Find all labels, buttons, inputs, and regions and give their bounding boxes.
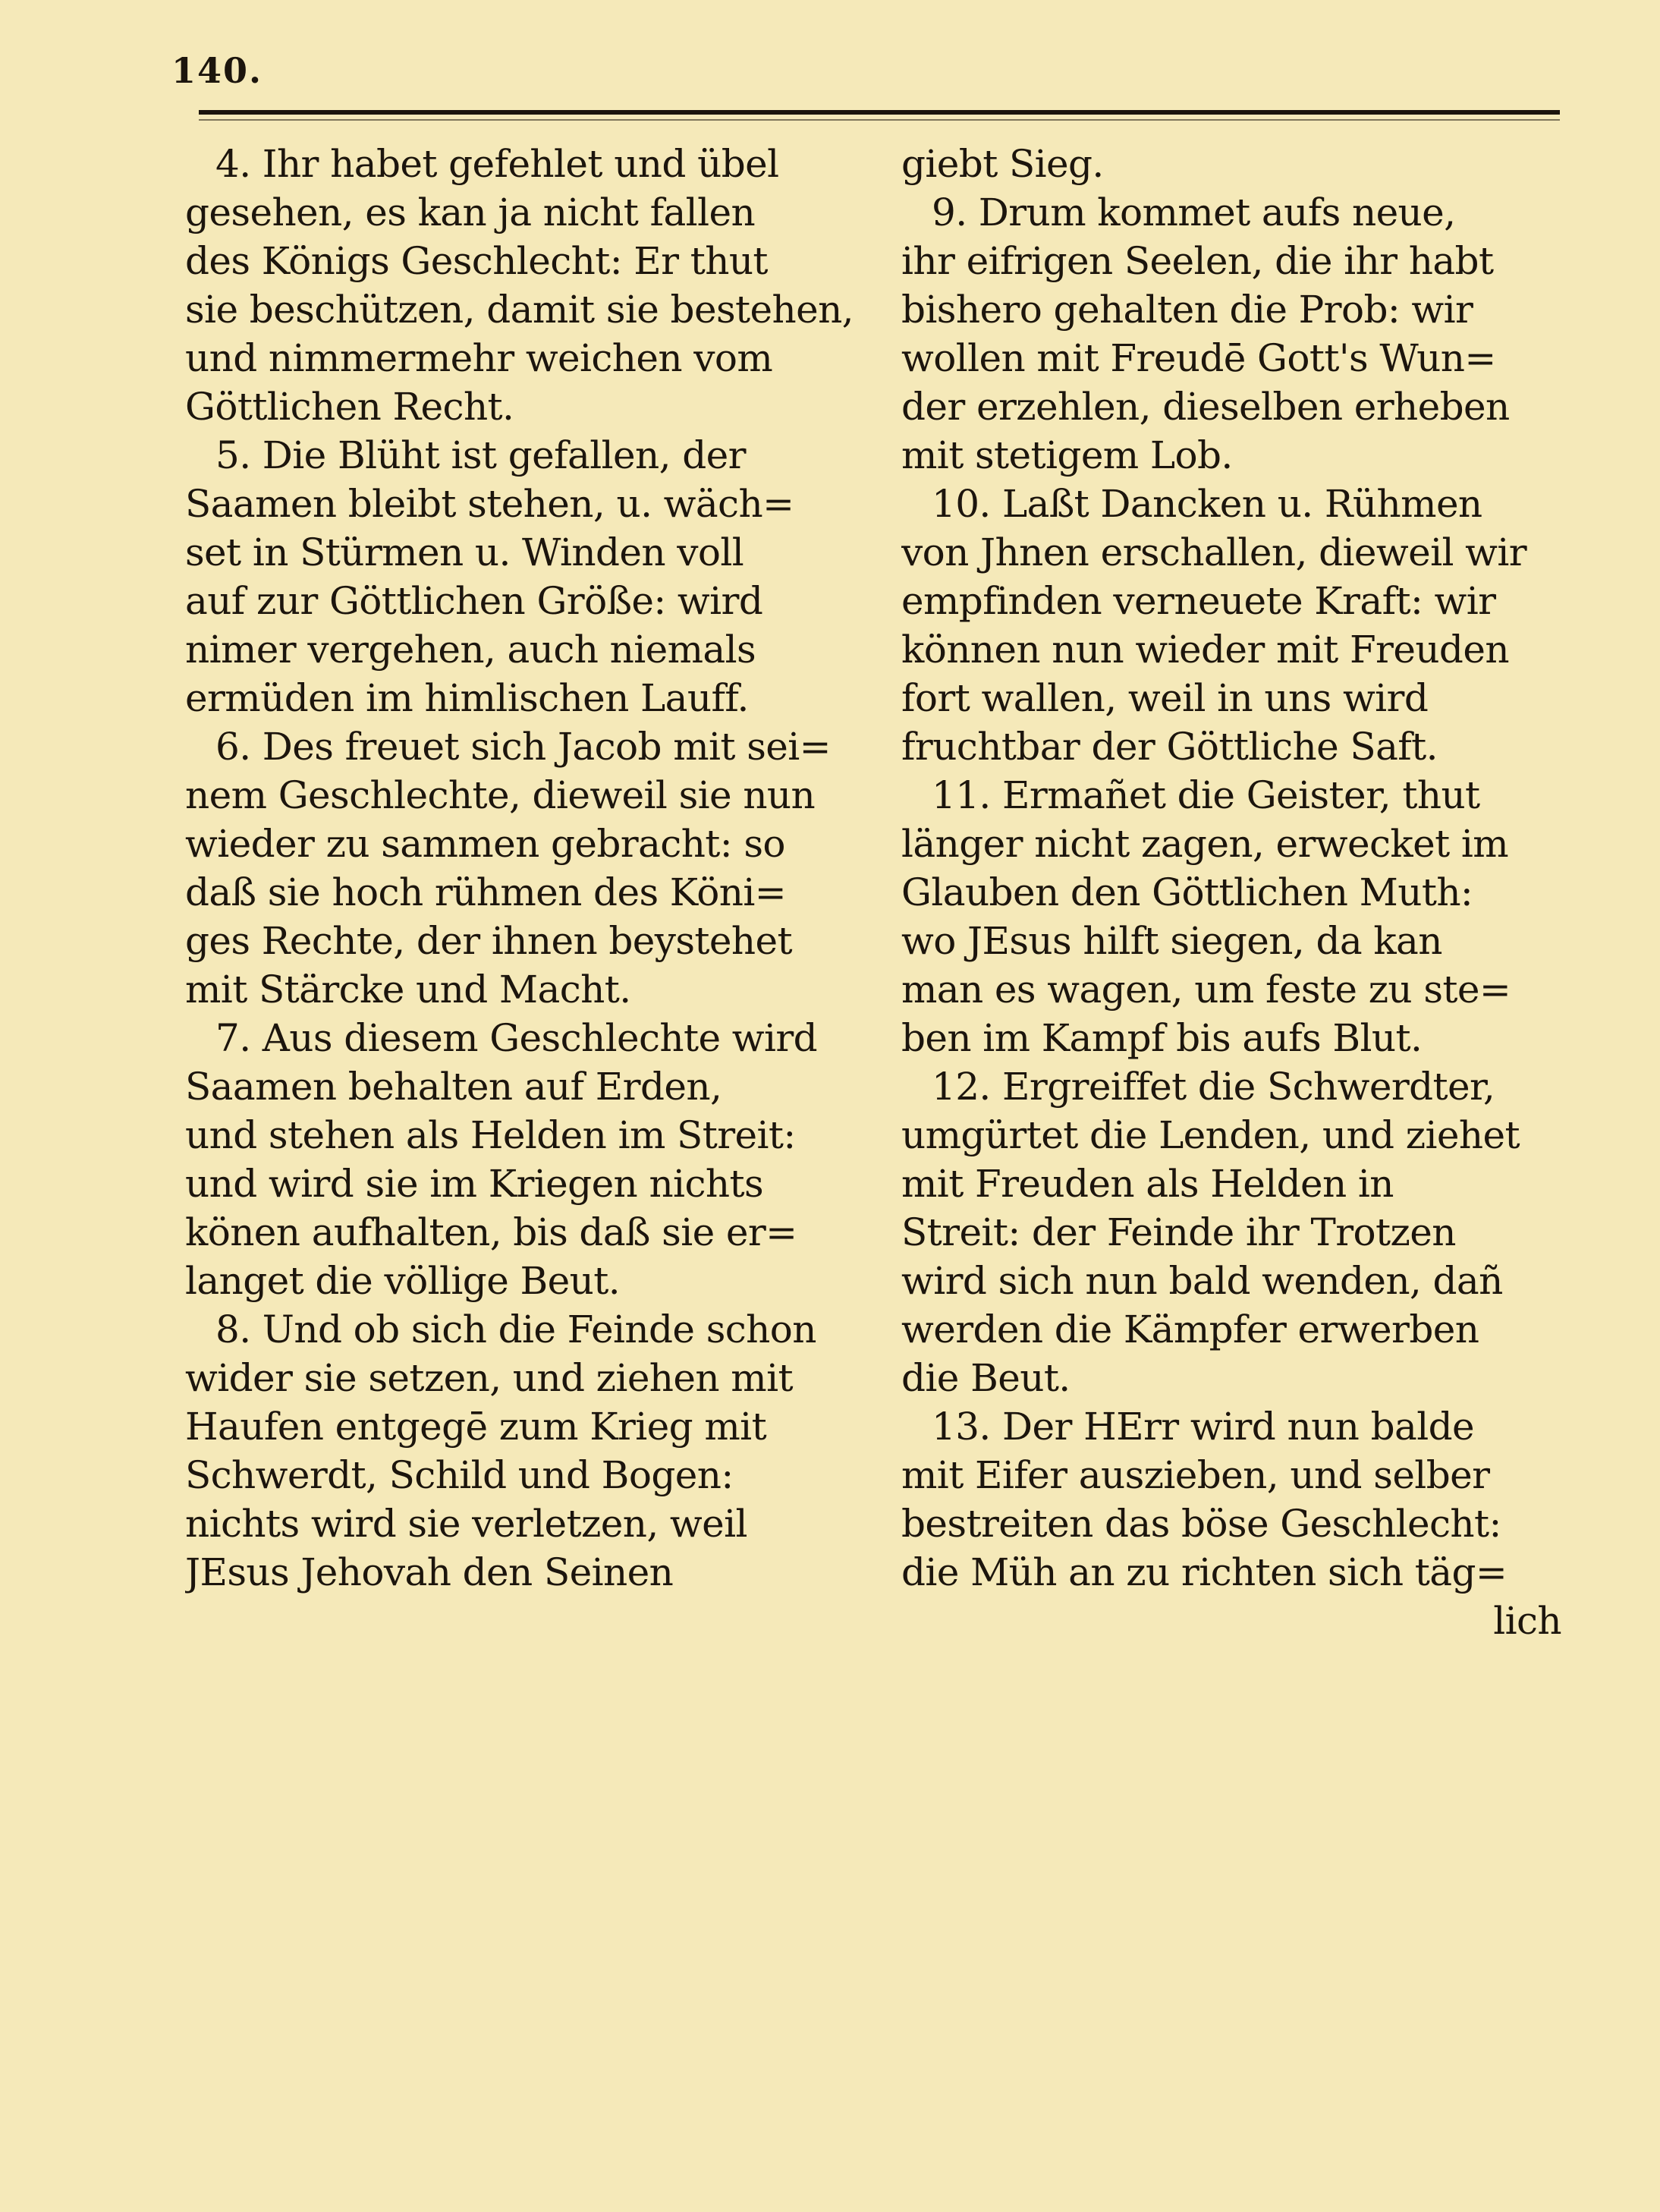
- text-line: des Königs Geschlecht: Er thut: [185, 239, 768, 283]
- text-line: gesehen, es kan ja nicht fallen: [185, 190, 756, 234]
- text-line: Haufen entgegē zum Krieg mit: [185, 1405, 767, 1449]
- page-number: 140.: [171, 50, 263, 91]
- text-line: set in Stürmen u. Winden voll: [185, 530, 744, 574]
- text-line: 7. Aus diesem Geschlechte wird: [215, 1016, 818, 1060]
- text-line: ermüden im himlischen Lauff.: [185, 676, 749, 720]
- right-text-column: [901, 140, 1592, 1645]
- text-line: sie beschützen, damit sie bestehen,: [185, 288, 854, 332]
- text-line: können nun wieder mit Freuden: [901, 628, 1509, 672]
- text-line: mit Eifer auszieben, und selber: [901, 1453, 1490, 1497]
- text-line: wieder zu sammen gebracht: so: [185, 822, 785, 866]
- text-line: länger nicht zagen, erwecket im: [901, 822, 1509, 866]
- text-line: 5. Die Blüht ist gefallen, der: [215, 433, 746, 477]
- text-line: 11. Ermañet die Geister, thut: [932, 773, 1480, 817]
- text-line: 10. Laßt Dancken u. Rühmen: [932, 482, 1482, 526]
- text-line: ges Rechte, der ihnen beystehet: [185, 919, 793, 963]
- text-line: die Müh an zu richten sich täg=: [901, 1550, 1508, 1594]
- text-line: von Jhnen erschallen, dieweil wir: [901, 530, 1527, 574]
- text-line: werden die Kämpfer erwerben: [901, 1307, 1479, 1351]
- text-line: giebt Sieg.: [901, 142, 1104, 186]
- text-line: Saamen behalten auf Erden,: [185, 1065, 722, 1109]
- text-line: nem Geschlechte, dieweil sie nun: [185, 773, 816, 817]
- text-line: der erzehlen, dieselben erheben: [901, 385, 1510, 429]
- left-text-column: [185, 140, 876, 1597]
- text-line: mit stetigem Lob.: [901, 433, 1233, 477]
- text-line: 6. Des freuet sich Jacob mit sei=: [215, 725, 831, 769]
- text-line: wo JEsus hilft siegen, da kan: [901, 919, 1442, 963]
- text-line: fort wallen, weil in uns wird: [901, 676, 1429, 720]
- text-line: Streit: der Feinde ihr Trotzen: [901, 1210, 1456, 1254]
- text-line: und wird sie im Kriegen nichts: [185, 1162, 764, 1206]
- text-line: fruchtbar der Göttliche Saft.: [901, 725, 1438, 769]
- text-line: JEsus Jehovah den Seinen: [185, 1550, 674, 1594]
- header-rule: [199, 110, 1560, 115]
- text-line: nichts wird sie verletzen, weil: [185, 1502, 747, 1546]
- header-rule-thin: [199, 119, 1560, 121]
- text-line: empfinden verneuete Kraft: wir: [901, 579, 1496, 623]
- text-line: und stehen als Helden im Streit:: [185, 1113, 796, 1157]
- text-line: 12. Ergreiffet die Schwerdter,: [932, 1065, 1495, 1109]
- text-line: wird sich nun bald wenden, dañ: [901, 1259, 1503, 1303]
- text-line: mit Freuden als Helden in: [901, 1162, 1394, 1206]
- text-line: Schwerdt, Schild und Bogen:: [185, 1453, 734, 1497]
- text-line: könen aufhalten, bis daß sie er=: [185, 1210, 797, 1254]
- text-line: Göttlichen Recht.: [185, 385, 514, 429]
- text-line: man es wagen, um feste zu ste=: [901, 968, 1511, 1012]
- text-line: umgürtet die Lenden, und ziehet: [901, 1113, 1520, 1157]
- text-line: daß sie hoch rühmen des Köni=: [185, 870, 786, 914]
- text-line: ihr eifrigen Seelen, die ihr habt: [901, 239, 1494, 283]
- text-line: die Beut.: [901, 1356, 1071, 1400]
- text-line: 9. Drum kommet aufs neue,: [932, 190, 1456, 234]
- text-line: mit Stärcke und Macht.: [185, 968, 631, 1012]
- text-line: Saamen bleibt stehen, u. wäch=: [185, 482, 794, 526]
- text-line: 8. Und ob sich die Feinde schon: [215, 1307, 816, 1351]
- text-line: ben im Kampf bis aufs Blut.: [901, 1016, 1423, 1060]
- text-line: wollen mit Freudē Gott's Wun=: [901, 336, 1496, 380]
- text-line: langet die völlige Beut.: [185, 1259, 621, 1303]
- text-line: bestreiten das böse Geschlecht:: [901, 1502, 1501, 1546]
- text-line: bishero gehalten die Prob: wir: [901, 288, 1473, 332]
- text-line: 4. Ihr habet gefehlet und übel: [215, 142, 779, 186]
- text-line: und nimmermehr weichen vom: [185, 336, 773, 380]
- text-line: auf zur Göttlichen Größe: wird: [185, 579, 763, 623]
- text-line: nimer vergehen, auch niemals: [185, 628, 756, 672]
- text-line: wider sie setzen, und ziehen mit: [185, 1356, 793, 1400]
- text-line: Glauben den Göttlichen Muth:: [901, 870, 1473, 914]
- text-line: 13. Der HErr wird nun balde: [932, 1405, 1474, 1449]
- text-line: lich: [1493, 1599, 1561, 1643]
